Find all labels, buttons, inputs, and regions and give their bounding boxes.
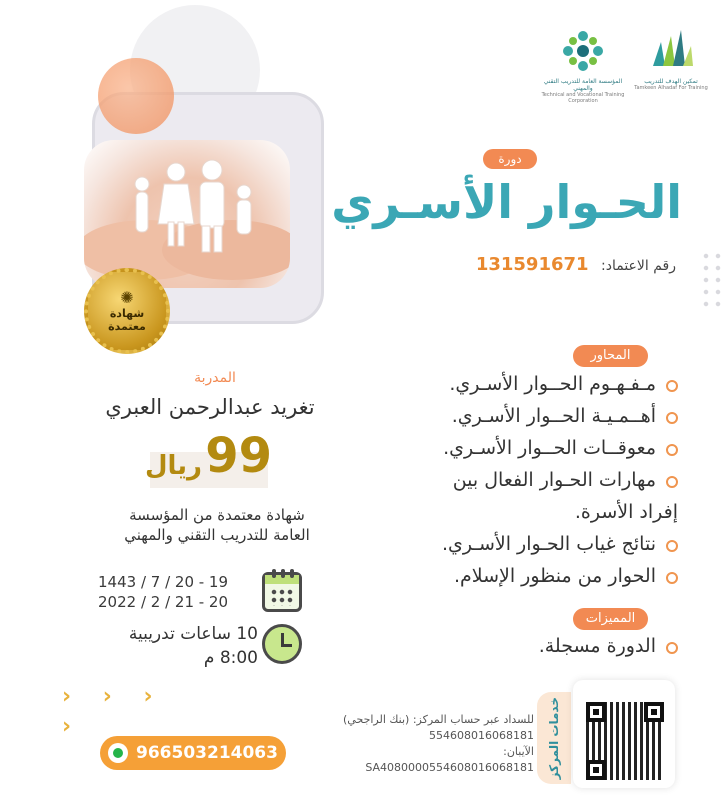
course-dates xyxy=(98,572,258,612)
account-number: 554608016068181 xyxy=(429,729,534,742)
whatsapp-icon xyxy=(108,743,128,763)
tamkeen-caption-ar: تمكين الهدف للتدريب xyxy=(644,78,698,85)
bullet-circle-icon xyxy=(666,444,678,456)
iban-number: SA4080000554608016068181 xyxy=(365,761,534,774)
services-tab-label: خدمات المركز xyxy=(547,696,561,780)
training-hours: 10 ساعات تدريبية xyxy=(128,624,258,644)
date-gregorian: 2022 / 2 / 21 - 20 xyxy=(98,593,229,611)
payment-line1: للسداد عبر حساب المركز: (بنك الراجحي) xyxy=(343,713,534,726)
price-amount: 99 xyxy=(205,428,272,484)
bullet-circle-icon xyxy=(666,572,678,584)
seal-line1: شهادة xyxy=(109,306,145,320)
tamkeen-emblem-icon xyxy=(647,26,695,74)
features-section-label: المميزات xyxy=(573,608,648,630)
list-item: أهــمـيـة الحــوار الأسـري. xyxy=(360,400,678,432)
price-currency: ريال xyxy=(144,451,202,481)
family-hands-image xyxy=(84,140,290,288)
paper-family-icon xyxy=(84,140,290,288)
trainer-label: المدربة xyxy=(194,370,236,386)
list-item-continuation: إفراد الأسرة. xyxy=(574,501,678,523)
accreditation-line xyxy=(380,253,676,278)
tvtc-caption-en: Technical and Vocational Training Corporation xyxy=(541,92,625,104)
tvtc-emblem-icon xyxy=(560,28,606,74)
tvtc-logo xyxy=(538,28,628,104)
axes-section-label: المحاور xyxy=(573,345,648,367)
list-item: معوقــات الحــوار الأسـري. xyxy=(360,432,678,464)
certificate-line1: شهادة معتمدة من المؤسسة xyxy=(129,506,305,524)
list-item: الحوار من منظور الإسلام. xyxy=(360,560,678,592)
decorative-circle-orange xyxy=(98,58,174,134)
list-item: نتائج غياب الحـوار الأسـري. xyxy=(360,528,678,560)
bullet-circle-icon xyxy=(666,642,678,654)
bullet-circle-icon xyxy=(666,540,678,552)
tvtc-caption-ar: المؤسسة العامة للتدريب التقني والمهني xyxy=(543,78,623,92)
list-item: مهارات الحـوار الفعال بين xyxy=(360,464,678,496)
iban-label: الآيبان: xyxy=(503,745,534,758)
payment-info xyxy=(328,712,534,776)
bullet-circle-icon xyxy=(666,380,678,392)
tamkeen-caption-en: Tamkeen Alhadaf For Training xyxy=(634,85,708,91)
course-badge: دورة xyxy=(483,149,537,169)
palm-emblem-icon: ✺ xyxy=(120,287,134,307)
features-list xyxy=(360,630,678,662)
course-hours xyxy=(118,622,258,670)
list-item: الدورة مسجلة. xyxy=(360,630,678,662)
start-time: 8:00 م xyxy=(203,648,258,668)
whatsapp-contact-button[interactable] xyxy=(100,736,286,770)
bullet-circle-icon xyxy=(666,476,678,488)
decorative-arrows: › › › › xyxy=(62,684,165,739)
qr-code-icon[interactable] xyxy=(586,702,664,780)
date-hijri: 1443 / 7 / 20 - 19 xyxy=(98,573,229,591)
bullet-circle-icon xyxy=(666,412,678,424)
decorative-dots xyxy=(700,250,727,310)
certificate-note xyxy=(96,505,338,545)
accreditation-number: 131591671 xyxy=(475,254,589,275)
phone-number: 966503214063 xyxy=(136,743,278,763)
accreditation-label: رقم الاعتماد: xyxy=(601,258,676,274)
certified-seal xyxy=(84,268,170,354)
center-services-tab xyxy=(537,692,571,784)
list-item: مـفـهـوم الحــوار الأسـري. xyxy=(360,368,678,400)
certificate-line2: العامة للتدريب التقني والمهني xyxy=(124,526,310,544)
trainer-name: تغريد عبدالرحمن العبري xyxy=(105,395,315,419)
course-title: الحـوار الأسـري xyxy=(331,175,682,229)
clock-icon xyxy=(262,624,302,664)
calendar-icon xyxy=(262,572,302,612)
axes-list xyxy=(360,368,678,592)
seal-line2: معتمدة xyxy=(108,319,146,333)
tamkeen-logo xyxy=(630,26,712,91)
